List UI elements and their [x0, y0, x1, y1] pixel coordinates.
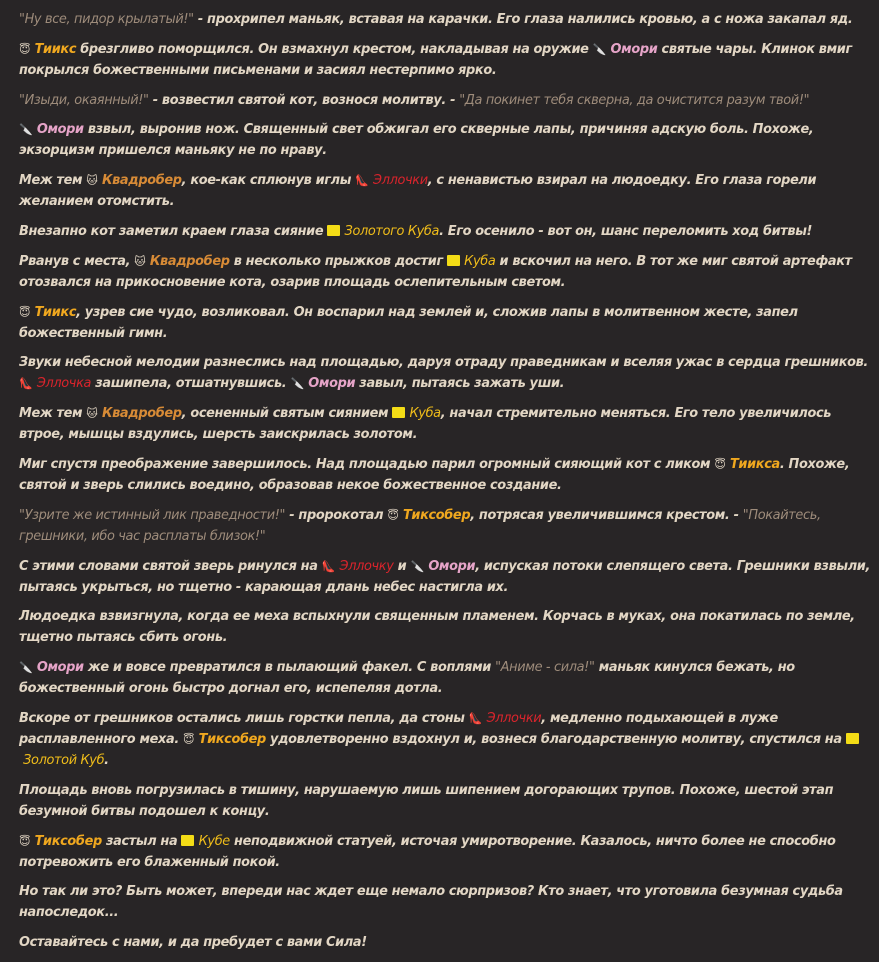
narration-text: же и вовсе превратился в пылающий факел. С воплями — [83, 660, 496, 676]
narration-text: - прохрипел маньяк, вставая на карачки. Его глаза налились кровью, а с ножа закапал яд. — [193, 12, 853, 27]
narration-text: , испуская потоки слепящего света. Грешники взвыли, пытаясь укрыться, но тщетно - карающая длань небес настигла их. — [19, 558, 871, 595]
character-name: Куба — [464, 253, 496, 269]
quote-text: "Узрите же истинный лик праведности!" — [19, 507, 286, 523]
story-paragraph — [19, 221, 874, 242]
knife-icon: 🔪 — [592, 42, 607, 56]
high-heel-icon: 👠 — [19, 377, 33, 391]
yellow-square-icon — [392, 407, 405, 418]
story-paragraph — [19, 251, 874, 293]
story-text — [19, 9, 874, 962]
narration-text: и вскочил на него. В тот же миг святой артефакт отозвался на прикосновение кота, озарив площадь ослепительным светом. — [19, 253, 852, 290]
narration-text: Меж тем — [19, 173, 87, 189]
narration-text: Но так ли это? Быть может, впереди нас ждет еще немало сюрпризов? Кто знает, что уготовила безумная судьба напоследок... — [19, 884, 843, 921]
narration-text: , начал стремительно меняться. Его тело увеличилось втрое, мышцы вздулись, шерсть заискрилась золотом. — [19, 406, 832, 443]
narration-text: . Похоже, святой и зверь слились воедино, образовав некое божественное создание. — [19, 456, 850, 493]
story-paragraph — [19, 9, 874, 30]
narration-text: и — [393, 558, 411, 574]
narration-text: в несколько прыжков достиг — [229, 253, 448, 269]
story-paragraph — [19, 881, 874, 923]
yellow-square-icon — [327, 225, 340, 236]
story-paragraph — [19, 90, 874, 111]
angel-icon: 😇 — [19, 42, 31, 56]
knife-icon: 🔪 — [19, 123, 33, 137]
character-name: Тиикс — [34, 41, 77, 57]
character-name: Золотого Куба — [344, 223, 440, 239]
story-paragraph — [19, 302, 874, 344]
knife-icon: 🔪 — [410, 559, 425, 573]
knife-icon: 🔪 — [290, 377, 305, 391]
cat-icon: 🐱 — [86, 174, 98, 188]
angel-icon: 😇 — [19, 834, 31, 848]
character-name: Эллочку — [339, 558, 394, 574]
narration-text: Оставайтесь с нами, и да пребудет с вами Сила! — [19, 935, 367, 951]
character-name: Омори — [308, 376, 356, 392]
character-name: Тиксобер — [34, 833, 102, 849]
story-paragraph — [19, 657, 874, 699]
yellow-square-icon — [181, 835, 194, 846]
narration-text: Площадь вновь погрузилась в тишину, нарушаемую лишь шипением догорающих трупов. Похоже, шестой этап безумной битвы подошел к концу. — [19, 782, 834, 819]
narration-text: зашипела, отшатнувшись. — [91, 376, 291, 392]
narration-text: неподвижной статуей, источая умиротворение. Казалось, ничто более не способно потревожить его блаженный покой. — [19, 833, 836, 870]
angel-icon: 😇 — [387, 508, 399, 522]
character-name: Омори — [36, 660, 84, 676]
story-paragraph — [19, 39, 874, 81]
narration-text: Звуки небесной мелодии разнеслись над площадью, даруя отраду праведникам и вселяя ужас в сердца грешников. — [19, 355, 868, 371]
character-name: Квадробер — [149, 253, 230, 269]
story-paragraph — [19, 556, 874, 598]
quote-text: "Изыди, окаянный!" — [19, 92, 149, 108]
knife-icon: 🔪 — [19, 661, 33, 675]
story-paragraph — [19, 780, 874, 822]
yellow-square-icon — [846, 733, 859, 744]
story-paragraph — [19, 403, 874, 445]
quote-text: "Покайтесь, грешники, ибо час расплаты близок!" — [19, 507, 821, 544]
narration-text: , узрев сие чудо, возликовал. Он воспарил над землей и, сложив лапы в молитвенном жесте, запел божественный гимн. — [19, 304, 798, 341]
narration-text: Миг спустя преображение завершилось. Над площадью парил огромный сияющий кот с ликом — [19, 456, 715, 472]
narration-text: удовлетворенно вздохнул и, вознеся благодарственную молитву, спустился на — [265, 731, 846, 747]
quote-text: "Ну все, пидор крылатый!" — [19, 12, 194, 27]
character-name: Омори — [610, 41, 658, 57]
narration-text: святые чары. Клинок вмиг покрылся божественными письменами и засиял нестерпимо ярко. — [19, 41, 852, 78]
angel-icon: 😇 — [183, 732, 195, 746]
narration-text: Вскоре от грешников остались лишь горстки пепла, да стоны — [19, 710, 469, 726]
yellow-square-icon — [447, 255, 460, 266]
narration-text: - пророкотал — [285, 507, 388, 523]
narration-text: С этими словами святой зверь ринулся на — [19, 558, 322, 574]
story-paragraph — [19, 932, 874, 953]
high-heel-icon: 👠 — [355, 174, 369, 188]
character-name: Эллочка — [36, 376, 92, 392]
narration-text: . Его осенило - вот он, шанс переломить ход битвы! — [439, 223, 813, 239]
narration-text: , кое-как сплюнув иглы — [181, 173, 356, 189]
character-name: Золотой Куб — [23, 752, 105, 768]
narration-text: Людоедка взвизгнула, когда ее меха вспыхнули священным пламенем. Корчась в муках, она покатилась по земле, тщетно пытаясь сбить огонь. — [19, 609, 855, 646]
narration-text: завыл, пытаясь зажать уши. — [355, 376, 565, 392]
narration-text: Внезапно кот заметил краем глаза сияние — [19, 223, 328, 239]
quote-text: "Аниме - сила!" — [495, 660, 595, 676]
narration-text: Рванув с места, — [19, 253, 135, 269]
character-name: Омори — [428, 558, 476, 574]
story-paragraph — [19, 119, 874, 161]
narration-text: , с ненавистью взирал на людоедку. Его глаза горели желанием отомстить. — [19, 173, 817, 210]
character-name: Куба — [409, 406, 441, 422]
angel-icon: 😇 — [714, 457, 726, 471]
cat-icon: 🐱 — [86, 407, 98, 421]
narration-text: - возвестил святой кот, вознося молитву. - — [148, 92, 460, 108]
character-name: Тиксобер — [402, 507, 471, 523]
story-paragraph — [19, 606, 874, 648]
narration-text: застыл на — [101, 833, 182, 849]
narration-text: маньяк кинулся бежать, но божественный огонь быстро догнал его, испепеляя дотла. — [19, 660, 795, 697]
story-paragraph — [19, 708, 874, 771]
character-name: Тиксобер — [198, 731, 266, 747]
narration-text: брезгливо поморщился. Он взмахнул крестом, накладывая на оружие — [76, 41, 593, 57]
character-name: Тиикса — [729, 456, 780, 472]
character-name: Эллочки — [486, 710, 542, 726]
narration-text: , медленно подыхающей в луже расплавленного меха. — [19, 710, 778, 747]
story-paragraph — [19, 454, 874, 496]
character-name: Тиикс — [34, 304, 77, 320]
character-name: Эллочки — [373, 173, 428, 189]
narration-text: . — [104, 752, 109, 768]
story-paragraph — [19, 831, 874, 873]
narration-text: взвыл, выронив нож. Священный свет обжигал его скверные лапы, причиняя адскую боль. Похоже, экзорцизм пришелся маньяку не по нраву. — [19, 122, 814, 159]
angel-icon: 😇 — [19, 305, 31, 319]
story-paragraph — [19, 352, 874, 394]
character-name: Квадробер — [101, 173, 182, 189]
story-paragraph — [19, 505, 874, 547]
narration-text: Меж тем — [19, 406, 87, 422]
character-name: Квадробер — [101, 406, 182, 422]
character-name: Кубе — [198, 833, 230, 849]
cat-icon: 🐱 — [134, 254, 146, 268]
high-heel-icon: 👠 — [468, 711, 483, 725]
quote-text: "Да покинет тебя скверна, да очистится разум твой!" — [459, 92, 810, 108]
narration-text: , потрясая увеличившимся крестом. - — [470, 507, 743, 523]
narration-text: , осененный святым сиянием — [181, 406, 393, 422]
character-name: Омори — [36, 122, 84, 138]
high-heel-icon: 👠 — [321, 559, 336, 573]
story-paragraph — [19, 170, 874, 212]
